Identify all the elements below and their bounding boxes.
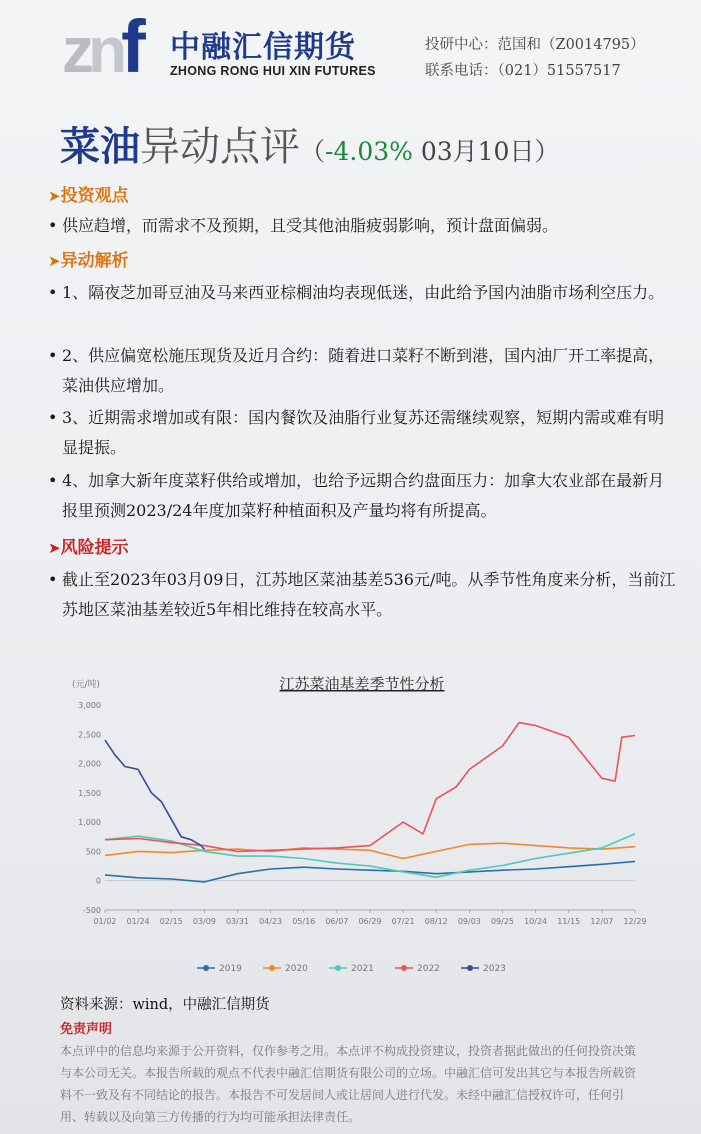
title-paren-close: ）: [534, 137, 560, 166]
x-tick-label: 12/07: [590, 917, 614, 926]
x-tick-label: 09/03: [457, 917, 481, 926]
x-tick-label: 10/24: [524, 917, 548, 926]
x-tick-label: 01/02: [93, 917, 117, 926]
bullet-icon: •: [48, 283, 58, 302]
researcher-info: 投研中心：范国和（Z0014795）: [425, 37, 645, 53]
legend-marker-2023: [467, 965, 473, 971]
y-tick-label: 2,000: [78, 759, 101, 769]
series-line-2023: [105, 740, 204, 849]
x-tick-label: 07/21: [391, 917, 415, 926]
view-item-1: [48, 211, 676, 241]
legend-label-2019: 2019: [219, 964, 242, 974]
x-tick-label: 02/15: [159, 917, 183, 926]
disclaimer-title: 免责声明: [60, 1022, 113, 1037]
logo-mark: [62, 5, 140, 88]
y-tick-label: 2,500: [78, 730, 101, 740]
section-heading-risk-text: 风险提示: [60, 538, 129, 558]
risk-item-1: [48, 565, 676, 625]
x-tick-label: 06/07: [325, 917, 349, 926]
basis-seasonal-chart: [70, 665, 650, 985]
view-item-1-text: 供应趋增，而需求不及预期，且受其他油脂疲弱影响，预计盘面偏弱。: [62, 216, 559, 235]
x-tick-label: 06/29: [358, 917, 382, 926]
section-heading-view-text: 投资观点: [60, 186, 129, 206]
legend-marker-2021: [335, 965, 341, 971]
title-sub: 异动点评: [140, 124, 300, 170]
x-tick-label: 04/23: [259, 917, 283, 926]
analysis-item-2-text: 2、供应偏宽松施压现货及近月合约：随着进口菜籽不断到港，国内油厂开工率提高，菜油供应增加。: [62, 346, 665, 395]
x-tick-label: 01/24: [126, 917, 150, 926]
arrow-icon: ➤: [48, 539, 61, 557]
logo-mark-n: n: [88, 14, 122, 86]
analysis-item-1: [48, 278, 676, 308]
y-tick-label: 0: [95, 876, 101, 886]
y-tick-label: 3,000: [78, 701, 101, 710]
legend-label-2022: 2022: [417, 964, 440, 974]
analysis-item-3: [48, 403, 676, 463]
legend-label-2020: 2020: [285, 964, 308, 974]
title-main: 菜油: [60, 124, 140, 170]
page-title: [60, 115, 559, 172]
arrow-icon: ➤: [48, 252, 61, 270]
x-tick-label: 11/15: [557, 917, 581, 926]
chart-title: 江苏菜油基差季节性分析: [279, 675, 445, 693]
logo-mark-z: z: [62, 14, 88, 86]
x-tick-label: 03/31: [225, 917, 250, 926]
bullet-icon: •: [48, 471, 58, 490]
legend-marker-2019: [203, 965, 209, 971]
y-axis-label: (元/吨): [72, 680, 101, 690]
x-tick-label: 08/12: [424, 917, 448, 926]
series-line-2022: [105, 723, 635, 852]
legend-marker-2022: [401, 965, 407, 971]
company-name-en: ZHONG RONG HUI XIN FUTURES: [170, 64, 376, 78]
section-heading-risk: [48, 533, 129, 558]
legend-marker-2020: [269, 965, 275, 971]
analysis-item-4-text: 4、加拿大新年度菜籽供给或增加，也给予远期合约盘面压力：加拿大农业部在最新月报里预测2023/24年度加菜籽种植面积及产量均将有所提高。: [62, 471, 665, 520]
section-heading-analysis-text: 异动解析: [60, 251, 129, 271]
title-date: 03月10日: [412, 137, 535, 166]
y-tick-label: 1,500: [78, 788, 101, 798]
analysis-item-4: [48, 466, 676, 526]
legend-label-2021: 2021: [351, 964, 374, 974]
company-logo: [62, 5, 382, 88]
logo-mark-f: f: [121, 5, 140, 88]
title-paren-open: （: [300, 137, 326, 166]
x-tick-label: 05/16: [292, 917, 316, 926]
y-tick-label: 1,000: [78, 818, 101, 828]
analysis-item-3-text: 3、近期需求增加或有限：国内餐饮及油脂行业复苏还需继续观察，短期内需或难有明显提振。: [62, 408, 665, 457]
contact-info: [425, 32, 645, 84]
phone-info: 联系电话：（021）51557517: [425, 63, 621, 79]
x-tick-label: 12/29: [623, 917, 647, 926]
section-heading-view: [48, 181, 129, 206]
section-heading-analysis: [48, 246, 129, 271]
bullet-icon: •: [48, 408, 58, 427]
bullet-icon: •: [48, 346, 58, 365]
y-tick-label: 500: [85, 847, 101, 857]
company-name-cn: 中融汇信期货: [170, 30, 356, 65]
analysis-item-1-text: 1、隔夜芝加哥豆油及马来西亚棕榈油均表现低迷，由此给予国内油脂市场利空压力。: [62, 283, 665, 302]
x-tick-label: 03/09: [192, 917, 216, 926]
legend-label-2023: 2023: [483, 964, 506, 974]
arrow-icon: ➤: [48, 187, 61, 205]
title-change: -4.03%: [325, 137, 413, 166]
analysis-item-2: [48, 341, 676, 401]
series-line-2019: [105, 861, 635, 882]
bullet-icon: •: [48, 570, 58, 589]
disclaimer-text: 本点评中的信息均来源于公开资料，仅作参考之用。本点评不构成投资建议，投资者据此做出的任何投资决策与本公司无关。本报告所载的观点不代表中融汇信期货有限公司的立场。中融汇信可发出其它与本报告所载资料不一致及有不同结论的报告。本报告不可发居间人或让居间人进行代发。未经中融汇信授权许可，任何引用、转载以及向第三方传播的行为均可能承担法律责任。: [60, 1044, 637, 1124]
risk-item-1-text: 截止至2023年03月09日，江苏地区菜油基差536元/吨。从季节性角度来分析，当前江苏地区菜油基差较近5年相比维持在较高水平。: [62, 570, 676, 619]
data-source: 资料来源：wind，中融汇信期货: [60, 997, 270, 1013]
bullet-icon: •: [48, 216, 58, 235]
x-tick-label: 09/25: [490, 917, 515, 926]
y-tick-label: -500: [82, 906, 101, 915]
